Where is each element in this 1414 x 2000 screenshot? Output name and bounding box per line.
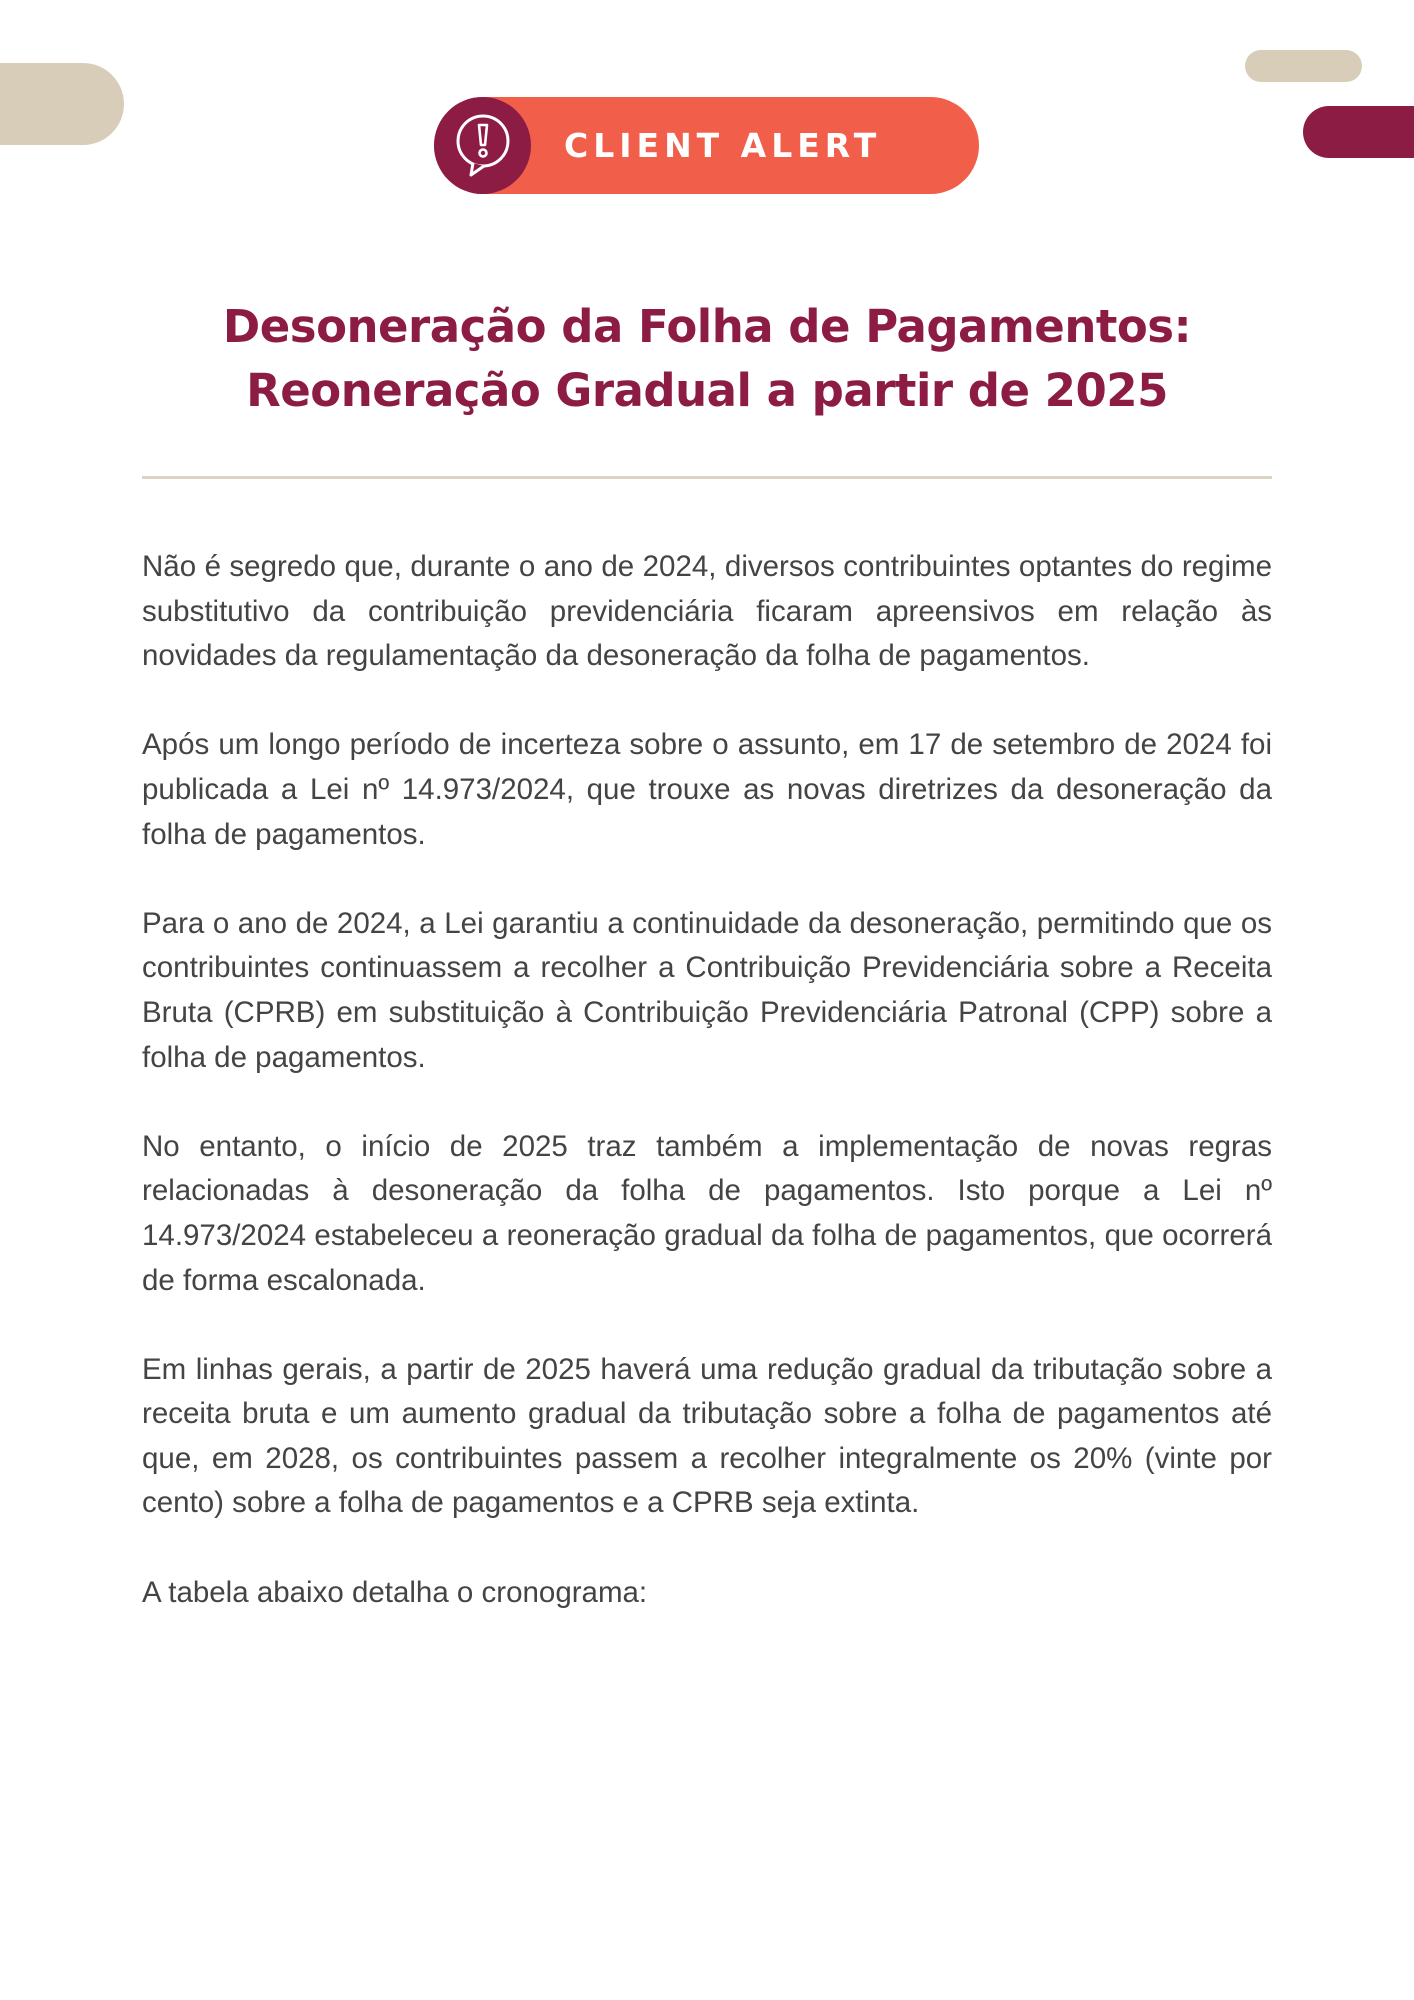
paragraph: Em linhas gerais, a partir de 2025 haverá uma redução gradual da tributação sobre a receita bruta e um aumento gradual da tributação sobre a folha de pagamentos até que, em 2028, os contribuintes passem a recolher integralmente os 20% (vinte por cento) sobre a folha de pagamentos e a CPRB seja extinta. — [142, 1352, 1272, 1520]
paragraph: Para o ano de 2024, a Lei garantiu a continuidade da desoneração, permitindo que os contribuintes continuassem a recolher a Contribuição Previdenciária sobre a Receita Bruta (CPRB) em substituição à Contribuição Previdenciária Patronal (CPP) sobre a folha de pagamentos. — [142, 906, 1272, 1074]
page-title-line-1: Desoneração da Folha de Pagamentos: — [222, 300, 1192, 353]
page-title — [100, 295, 1314, 423]
client-alert-badge — [434, 97, 979, 194]
decorative-shape-left — [0, 63, 124, 145]
page-title-line-2: Reoneração Gradual a partir de 2025 — [246, 364, 1168, 417]
paragraph: No entanto, o início de 2025 traz também a implementação de novas regras relacionadas à desoneração da folha de pagamentos. Isto porque a Lei nº 14.973/2024 estabeleceu a reoneração gradual da folha de pagamentos, que ocorrerá de forma escalonada. — [142, 1129, 1272, 1297]
paragraph: Após um longo período de incerteza sobre o assunto, em 17 de setembro de 2024 foi publicada a Lei nº 14.973/2024, que trouxe as novas diretrizes da desoneração da folha de pagamentos. — [142, 728, 1272, 851]
paragraph: A tabela abaixo detalha o cronograma: — [142, 1575, 648, 1609]
exclamation-speech-bubble-icon — [434, 97, 531, 194]
paragraph: Não é segredo que, durante o ano de 2024, diversos contribuintes optantes do regime substitutivo da contribuição previdenciária ficaram apreensivos em relação às novidades da regulamentação da desoneração da folha de pagamentos. — [142, 550, 1272, 673]
article-body — [142, 545, 1272, 1615]
title-divider — [142, 476, 1272, 479]
client-alert-label: CLIENT ALERT — [564, 126, 882, 165]
decorative-shape-right-bottom — [1303, 106, 1414, 158]
decorative-shape-right-top — [1245, 50, 1362, 82]
